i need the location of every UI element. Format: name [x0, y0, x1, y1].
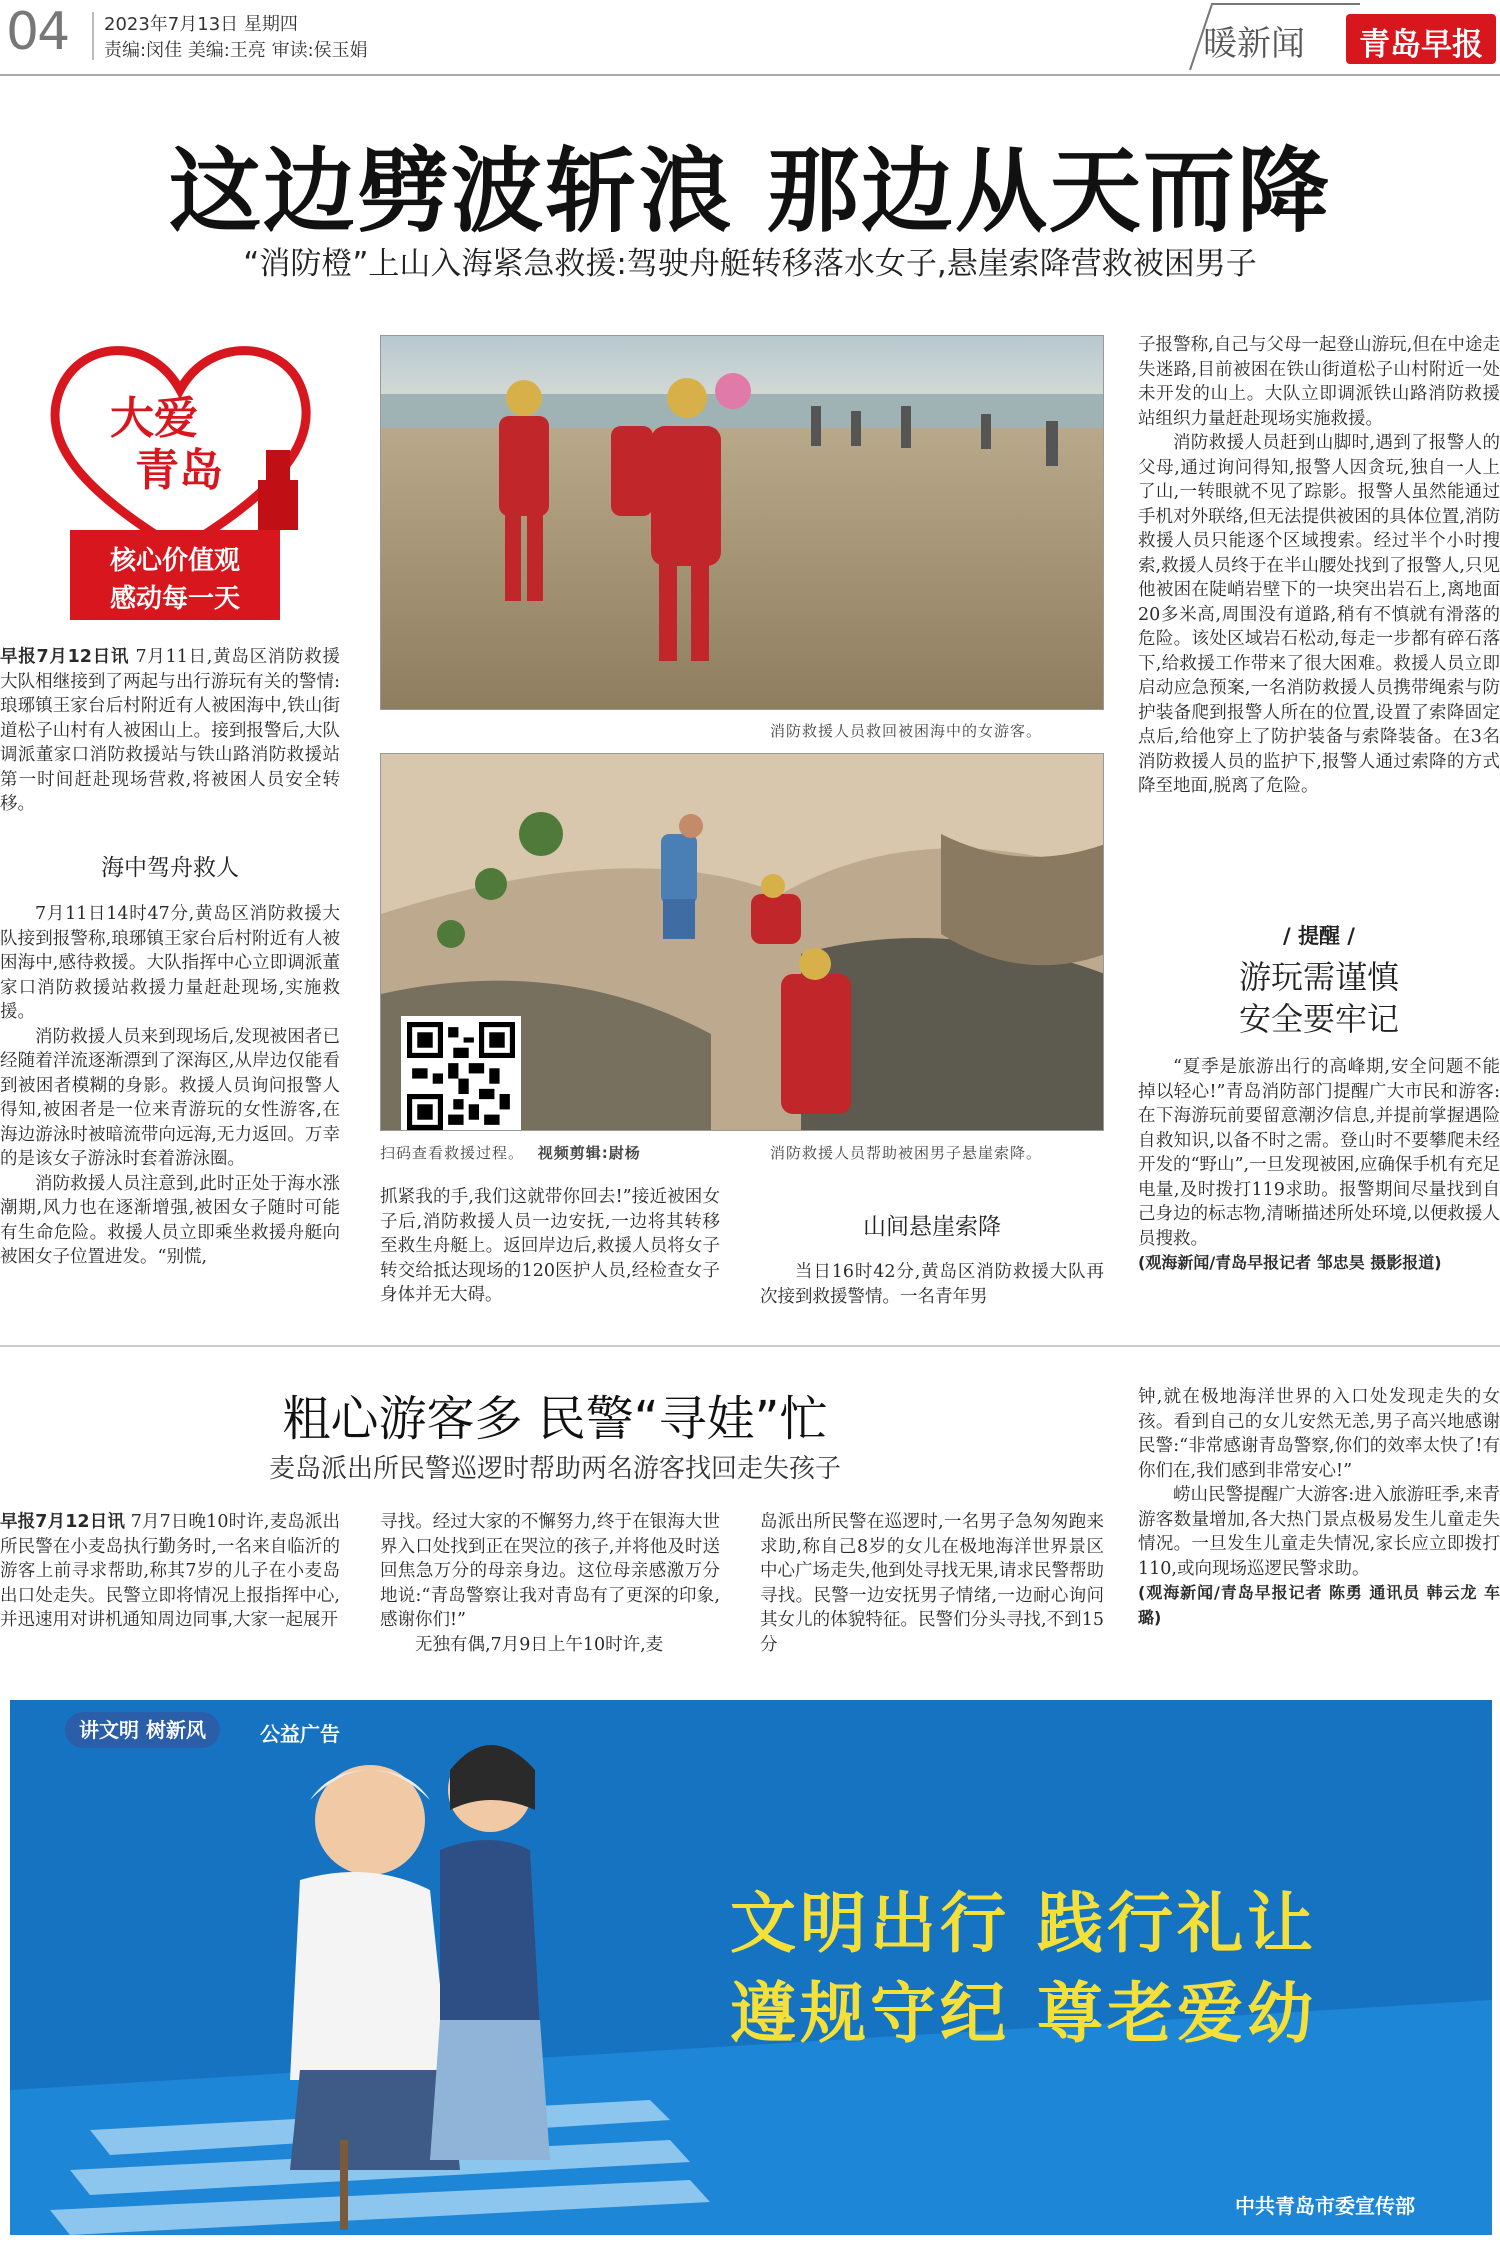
- article1-col3-p1: 当日16时42分,黄岛区消防救援大队再次接到救援警情。一名青年男: [760, 1262, 1104, 1307]
- article1-lead: 早报7月12日讯: [0, 647, 130, 667]
- qr-caption-b: 视频剪辑:尉杨: [537, 1144, 641, 1162]
- article2-column-4: [1138, 1385, 1500, 1630]
- qr-code-icon: [407, 1022, 515, 1130]
- article2-c4b: 崂山民警提醒广大游客:进入旅游旺季,来青游客数量增加,各大热门景点极易发生儿童走失情况。一旦发生儿童走失情况,家长应立即拨打110,或向现场巡逻民警求助。: [1138, 1485, 1500, 1579]
- badge-line1: 大爱: [110, 393, 198, 444]
- article2-c2: 寻找。经过大家的不懈努力,终于在银海大世界入口处找到正在哭泣的孩子,并将他及时送回焦急万分的母亲身边。这位母亲感激万分地说:“青岛警察让我对青岛有了更深的印象,感谢你们!”: [380, 1512, 720, 1630]
- subhead-sea-rescue: 海中驾舟救人: [101, 855, 239, 881]
- qr-caption: [380, 1142, 641, 1163]
- brand-logo-text: 青岛早报: [1359, 27, 1483, 63]
- article2-c3: 岛派出所民警在巡逻时,一名男子急匆匆跑来求助,称自己8岁的女儿在极地海洋世界景区中心广场走失,他到处寻找无果,请求民警帮助寻找。民警一边安抚男子情绪,一边耐心询问其女儿的体貌特征。民警们分头寻找,不到15分: [760, 1512, 1104, 1655]
- article1-col1-p3: 消防救援人员来到现场后,发现被困者已经随着洋流逐渐漂到了深海区,从岸边仅能看到被困者模糊的身影。救援人员询问报警人得知,被困者是一位来青游玩的女性游客,在海边游泳时被暗流带向远海,无力返回。万幸的是该女子游泳时套着游泳圈。: [0, 1026, 340, 1169]
- article1-column-4b: [1138, 1055, 1500, 1276]
- header-rule: [0, 74, 1500, 76]
- photo-cliff-rescue: [380, 753, 1104, 1131]
- dai-ai-qingdao-badge: [40, 330, 320, 630]
- photo2-caption: 消防救援人员帮助被困男子悬崖索降。: [770, 1144, 1043, 1162]
- ad-slogan-2: 遵规守纪 尊老爱幼: [730, 1975, 1317, 2052]
- brand-logo: [1346, 14, 1496, 64]
- article1-column-1: [0, 645, 340, 817]
- article1-col4-p2: 消防救援人员赶到山脚时,遇到了报警人的父母,通过询问得知,报警人因贪玩,独自一人上了山,一转眼就不见了踪影。报警人虽然能通过手机对外联络,但无法提供被困的具体位置,消防救援人员只能逐个区域搜索。经过半个小时搜索,救援人员终于在半山腰处找到了报警人,只见他被困在陡峭岩壁下的一块突出岩石上,离地面20多米高,周围没有道路,稍有不慎就有滑落的危险。该处区域岩石松动,每走一步都有碎石落下,给救援工作带来了很大困难。救援人员立即启动应急预案,一名消防救援人员携带绳索与防护装备爬到报警人所在的位置,设置了索降固定点后,给他穿上了防护装备与索降装备。在3名消防救援人员的监护下,报警人通过索降的方式降至地面,脱离了危险。: [1138, 433, 1500, 796]
- tip-label-text: 提醒: [1298, 924, 1340, 948]
- article2-c4: 钟,就在极地海洋世界的入口处发现走失的女孩。看到自己的女儿安然无恙,男子高兴地感谢民警:“非常感谢青岛警察,你们的效率太快了!有你们在,我们感到非常安心!”: [1138, 1387, 1500, 1481]
- subhead-cliff-rescue: 山间悬崖索降: [863, 1214, 1001, 1240]
- badge-line2: 青岛: [135, 445, 223, 496]
- photo-sea-rescue: [380, 335, 1104, 710]
- article2-column-1: [0, 1510, 340, 1633]
- beach-scene-image: [381, 336, 1104, 710]
- page-number: 04: [6, 2, 69, 62]
- article2-column-3: [760, 1510, 1104, 1657]
- photo1-caption: 消防救援人员救回被困海中的女游客。: [770, 722, 1043, 740]
- article2-headline: 粗心游客多 民警“寻娃”忙: [282, 1391, 828, 1447]
- issue-date: 2023年7月13日 星期四: [104, 14, 298, 35]
- section-name: 暖新闻: [1203, 24, 1305, 64]
- ad-slogan-1: 文明出行 践行礼让: [730, 1885, 1317, 1962]
- article1-col1-p1: 7月11日,黄岛区消防救援大队相继接到了两起与出行游玩有关的警情:琅琊镇王家台后村附近有人被困海中,铁山街道松子山村有人被困山上。接到报警后,大队调派董家口消防救援站与铁山路消防救援站第一时间赶赴现场营救,将被困人员安全转移。: [0, 647, 341, 814]
- article-divider: [0, 1345, 1500, 1347]
- tip-title-2: 安全要牢记: [1238, 1000, 1399, 1038]
- qr-code[interactable]: [401, 1016, 521, 1131]
- public-service-ad: [10, 1700, 1492, 2235]
- badge-box-line2: 感动每一天: [109, 584, 240, 614]
- article1-col4-p3: “夏季是旅游出行的高峰期,安全问题不能掉以轻心!”青岛消防部门提醒广大市民和游客:在下海游玩前要留意潮汐信息,并提前掌握遇险自救知识,以备不时之需。登山时不要攀爬未经开发的“野山”,一旦发现被困,应确保手机有充足电量,及时拨打119求助。报警期间尽量找到自己身边的标志物,清晰描述所处环境,以便救援人员搜救。: [1138, 1057, 1500, 1249]
- header-divider: [92, 12, 94, 60]
- tip-title-1: 游玩需谨慎: [1238, 958, 1399, 996]
- article2-subtitle: 麦岛派出所民警巡逻时帮助两名游客找回走失孩子: [268, 1454, 841, 1484]
- article1-subtitle: “消防橙”上山入海紧急救援:驾驶舟艇转移落水女子,悬崖索降营救被困男子: [243, 246, 1257, 282]
- article1-col1-p4: 消防救援人员注意到,此时正处于海水涨潮期,风力也在逐渐增强,被困女子随时可能有生命危险。救援人员立即乘坐救援舟艇向被困女子位置进发。“别慌,: [0, 1173, 340, 1267]
- article1-column-3: [760, 1260, 1104, 1309]
- ad-tag-text: 讲文明 树新风: [79, 1718, 206, 1742]
- badge-box: [70, 530, 280, 620]
- article2-lead: 早报7月12日讯: [0, 1512, 126, 1532]
- page-header: [0, 0, 1500, 78]
- ad-tag: [65, 1712, 220, 1748]
- tip-label: / 提醒 /: [1283, 924, 1355, 948]
- article1-column-1b: [0, 902, 340, 1270]
- badge-box-line1: 核心价值观: [109, 546, 240, 576]
- article1-col1-p2: 7月11日14时47分,黄岛区消防救援大队接到报警称,琅琊镇王家台后村附近有人被困海中,感待救援。大队指挥中心立即调派董家口消防救援站救援力量赶赴现场,实施救援。: [0, 904, 340, 1022]
- article2-byline: (观海新闻/青岛早报记者 陈勇 通讯员 韩云龙 车璐): [1138, 1583, 1500, 1627]
- article1-byline: (观海新闻/青岛早报记者 邹忠昊 摄影报道): [1138, 1253, 1442, 1272]
- article2-c2b: 无独有偶,7月9日上午10时许,麦: [415, 1634, 664, 1655]
- qr-caption-a: 扫码查看救援过程。: [380, 1144, 525, 1162]
- article1-col4-p1: 子报警称,自己与父母一起登山游玩,但在中途走失迷路,目前被困在铁山街道松子山村附近一处未开发的山上。大队立即调派铁山路消防救援站组织力量赶赴现场实施救援。: [1138, 335, 1500, 429]
- article2-c1: 7月7日晚10时许,麦岛派出所民警在小麦岛执行勤务时,一名来自临沂的游客上前寻求帮助,称其7岁的儿子在小麦岛出口处走失。民警立即将情况上报指挥中心,并迅速用对讲机通知周边同事,大家一起展开: [0, 1512, 340, 1630]
- article1-column-4: [1138, 333, 1500, 799]
- editor-credits: 责编:闵佳 美编:王亮 审读:侯玉娟: [104, 40, 368, 61]
- article1-headline: 这边劈波斩浪 那边从天而降: [168, 138, 1332, 245]
- ad-tag-2: 公益广告: [260, 1722, 340, 1746]
- article1-col2-p1: 抓紧我的手,我们这就带你回去!”接近被困女子后,消防救援人员一边安抚,一边将其转移至救生舟艇上。返回岸边后,救援人员将女子转交给抵达现场的120医护人员,经检查女子身体并无大碍。: [380, 1187, 720, 1305]
- article1-column-2: [380, 1185, 720, 1308]
- article2-column-2: [380, 1510, 720, 1657]
- ad-organization: 中共青岛市委宣传部: [1235, 2194, 1415, 2218]
